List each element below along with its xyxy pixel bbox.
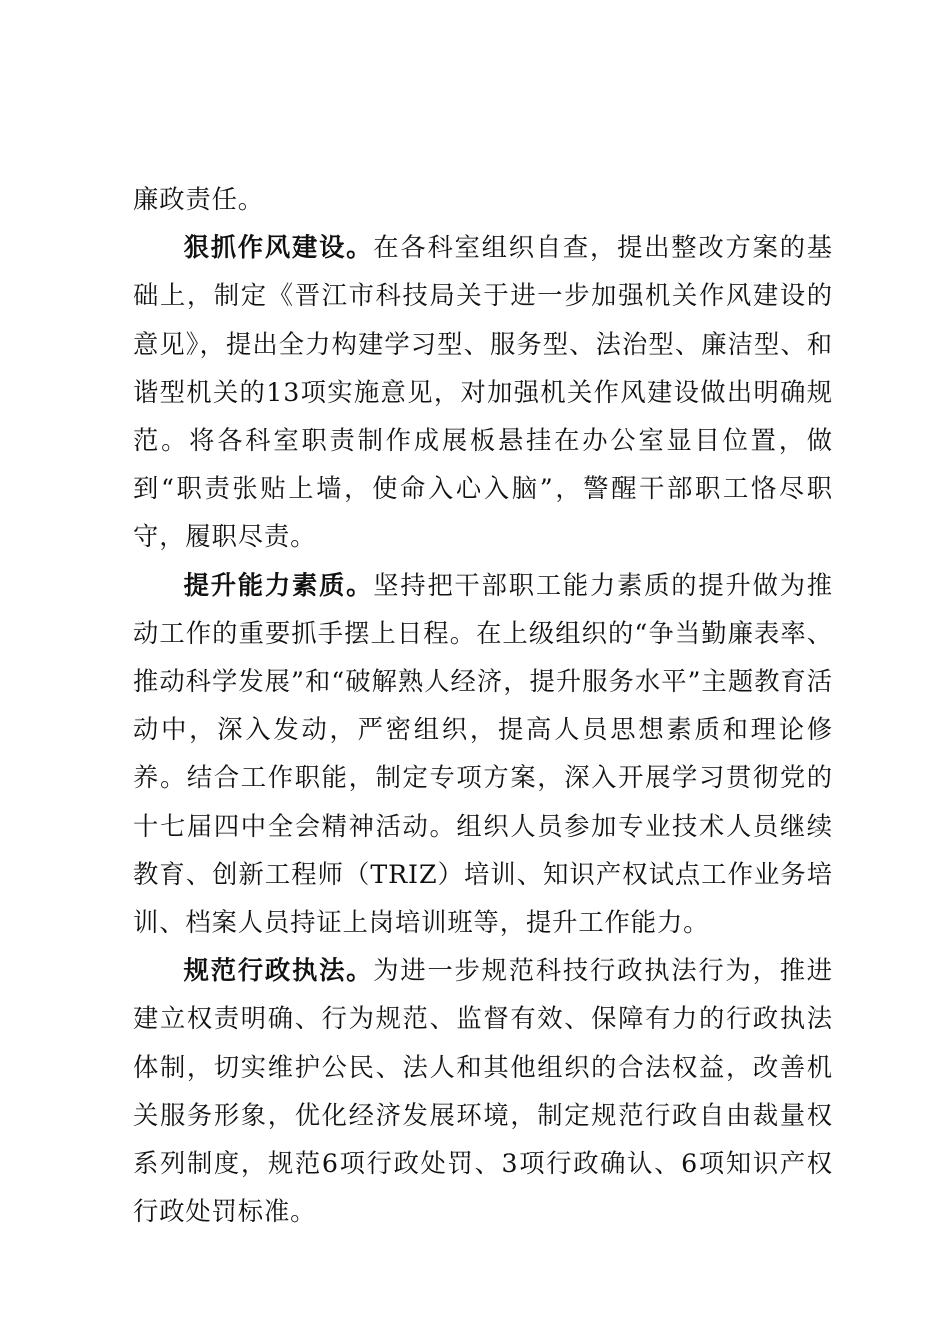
paragraph-text: 在各科室组织自查，提出整改方案的基础上，制定《晋江市科技局关于进一步加强机关作风建设的意见》，提出全力构建学习型、服务型、法治型、廉洁型、和谐型机关的13项实施意见，对加强机关作风建设做出明确规范。将各科室职责制作成展板悬挂在办公室显目位置，做到“职责张贴上墙，使命入心入脑”，警醒干部职工恪尽职守，履职尽责。 xyxy=(133,233,833,552)
paragraph-text: 廉政责任。 xyxy=(133,185,264,214)
paragraph-text: 坚持把干部职工能力素质的提升做为推动工作的重要抓手摆上日程。在上级组织的“争当勤廉表率、推动科学发展”和“破解熟人经济，提升服务水平”主题教育活动中，深入发动，严密组织，提高人员思想素质和理论修养。结合工作职能，制定专项方案，深入开展学习贯彻党的十七届四中全会精神活动。组织人员参加专业技术人员继续教育、创新工程师（TRIZ）培训、知识产权试点工作业务培训、档案人员持证上岗培训班等，提升工作能力。 xyxy=(133,570,833,938)
paragraph-text: 为进一步规范科技行政执法行为，推进建立权责明确、行为规范、监督有效、保障有力的行政执法体制，切实维护公民、法人和其他组织的合法权益，改善机关服务形象，优化经济发展环境，制定规范行政自由裁量权系列制度，规范6项行政处罚、3项行政确认、6项知识产权行政处罚标准。 xyxy=(133,956,833,1227)
document-body xyxy=(133,176,833,1236)
paragraph-work-style xyxy=(133,224,833,561)
paragraph-lead: 规范行政执法。 xyxy=(183,956,374,986)
paragraph-continuation xyxy=(133,176,833,224)
paragraph-lead: 狠抓作风建设。 xyxy=(183,233,374,263)
paragraph-ability xyxy=(133,562,833,948)
paragraph-law-enforcement xyxy=(133,947,833,1236)
paragraph-lead: 提升能力素质。 xyxy=(183,570,374,600)
